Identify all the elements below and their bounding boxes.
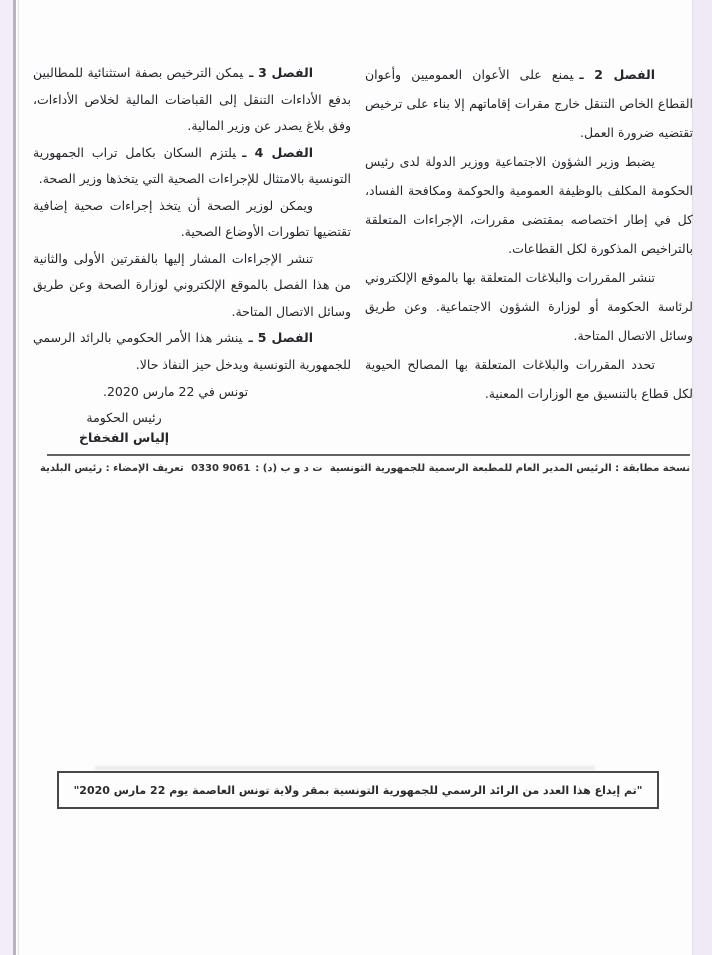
article-2-text: يمنع على الأعوان العموميين وأعوان القطاع الخاص التنقل خارج مقرات إقاماتهم إلا بناء على ترخيص تقتضيه ضرورة العمل. <box>365 67 693 140</box>
page-edge-shadow-line <box>13 0 16 955</box>
paragraph-article-3 <box>33 60 351 140</box>
document-body <box>33 60 693 448</box>
column-right <box>365 60 693 448</box>
article-2-label: الفصل 2 ـ <box>579 67 655 82</box>
paragraph-ministers-procedures: يضبط وزير الشؤون الاجتماعية ووزير الدولة لدى رئيس الحكومة المكلف بالوظيفة العمومية والحوكمة ومكافحة الفساد، كل في إطار اختصاصه بمقتضى مقررات، الإجراءات المتعلقة بالتراخيص المذكورة لكل القطاعات. <box>365 154 693 256</box>
page-edge-faint-line <box>18 0 19 955</box>
article-3-label: الفصل 3 ـ <box>249 65 313 80</box>
footer-divider-rule <box>47 454 690 456</box>
footer-signature-certification: تعريف الإمضاء : رئيس البلدية <box>40 463 184 474</box>
page-right-margin-band <box>692 0 712 955</box>
footer-certified-copy: نسخة مطابقة : الرئيس المدير العام للمطبعة الرسمية للجمهورية التونسية <box>329 463 690 474</box>
article-5-label: الفصل 5 ـ <box>248 330 313 345</box>
paragraph-vital-services: تحدد المقررات والبلاغات المتعلقة بها المصالح الحيوية لكل قطاع بالتنسيق مع الوزارات المعنية. <box>365 357 693 401</box>
date-line: تونس في 22 مارس 2020. <box>103 384 249 399</box>
column-left <box>33 60 351 448</box>
signature-name: إلياس الفخفاخ <box>79 430 170 445</box>
paragraph-article-2 <box>365 60 693 147</box>
signature-block <box>79 408 169 448</box>
article-4-label: الفصل 4 ـ <box>242 144 313 160</box>
deposit-statement-text: "تم إيداع هذا العدد من الرائد الرسمي للجمهورية التونسية بمقر ولاية تونس العاصمة يوم 22 مارس 2020" <box>73 783 643 797</box>
article-5-text: ينشر هذا الأمر الحكومي بالرائد الرسمي للجمهورية التونسية ويدخل حيز النفاذ حالا. <box>33 330 351 372</box>
paragraph-article-4 <box>33 140 351 193</box>
paragraph-health-minister-additional: ويمكن لوزير الصحة أن يتخذ إجراءات صحية إضافية تقتضيها تطورات الأوضاع الصحية. <box>33 197 351 239</box>
paragraph-publication-health: تنشر الإجراءات المشار إليها بالفقرتين الأولى والثانية من هذا الفصل بالموقع الإلكتروني لوزارة الصحة وعن طريق وسائل الاتصال المتاحة. <box>33 250 351 319</box>
footer-postal-account <box>191 463 322 474</box>
footer-postal-account-label: ت د و ب (د) : <box>255 463 323 474</box>
paragraph-publication-decisions: تنشر المقررات والبلاغات المتعلقة بها بالموقع الإلكتروني لرئاسة الحكومة أو لوزارة الشؤون الاجتماعية. وعن طريق وسائل الاتصال المتاحة. <box>365 270 693 343</box>
footer-postal-account-number: 0330 9061 <box>191 463 251 474</box>
page-left-margin-band <box>0 0 13 955</box>
deposit-statement-box <box>57 771 659 809</box>
scan-artifact-smudge <box>95 766 595 770</box>
footer-row <box>40 463 690 474</box>
paragraph-article-5 <box>33 325 351 378</box>
article-4-text: يلتزم السكان بكامل تراب الجمهورية التونسية بالامتثال للإجراءات الصحية التي يتخذها وزير الصحة. <box>33 144 351 186</box>
article-3-text: يمكن الترخيص بصفة استثنائية للمطالبين بدفع الأداءات التنقل إلى القباضات المالية لخلاص الأداءات، وفق بلاغ يصدر عن وزير المالية. <box>33 65 351 133</box>
signature-title: رئيس الحكومة <box>86 410 162 425</box>
